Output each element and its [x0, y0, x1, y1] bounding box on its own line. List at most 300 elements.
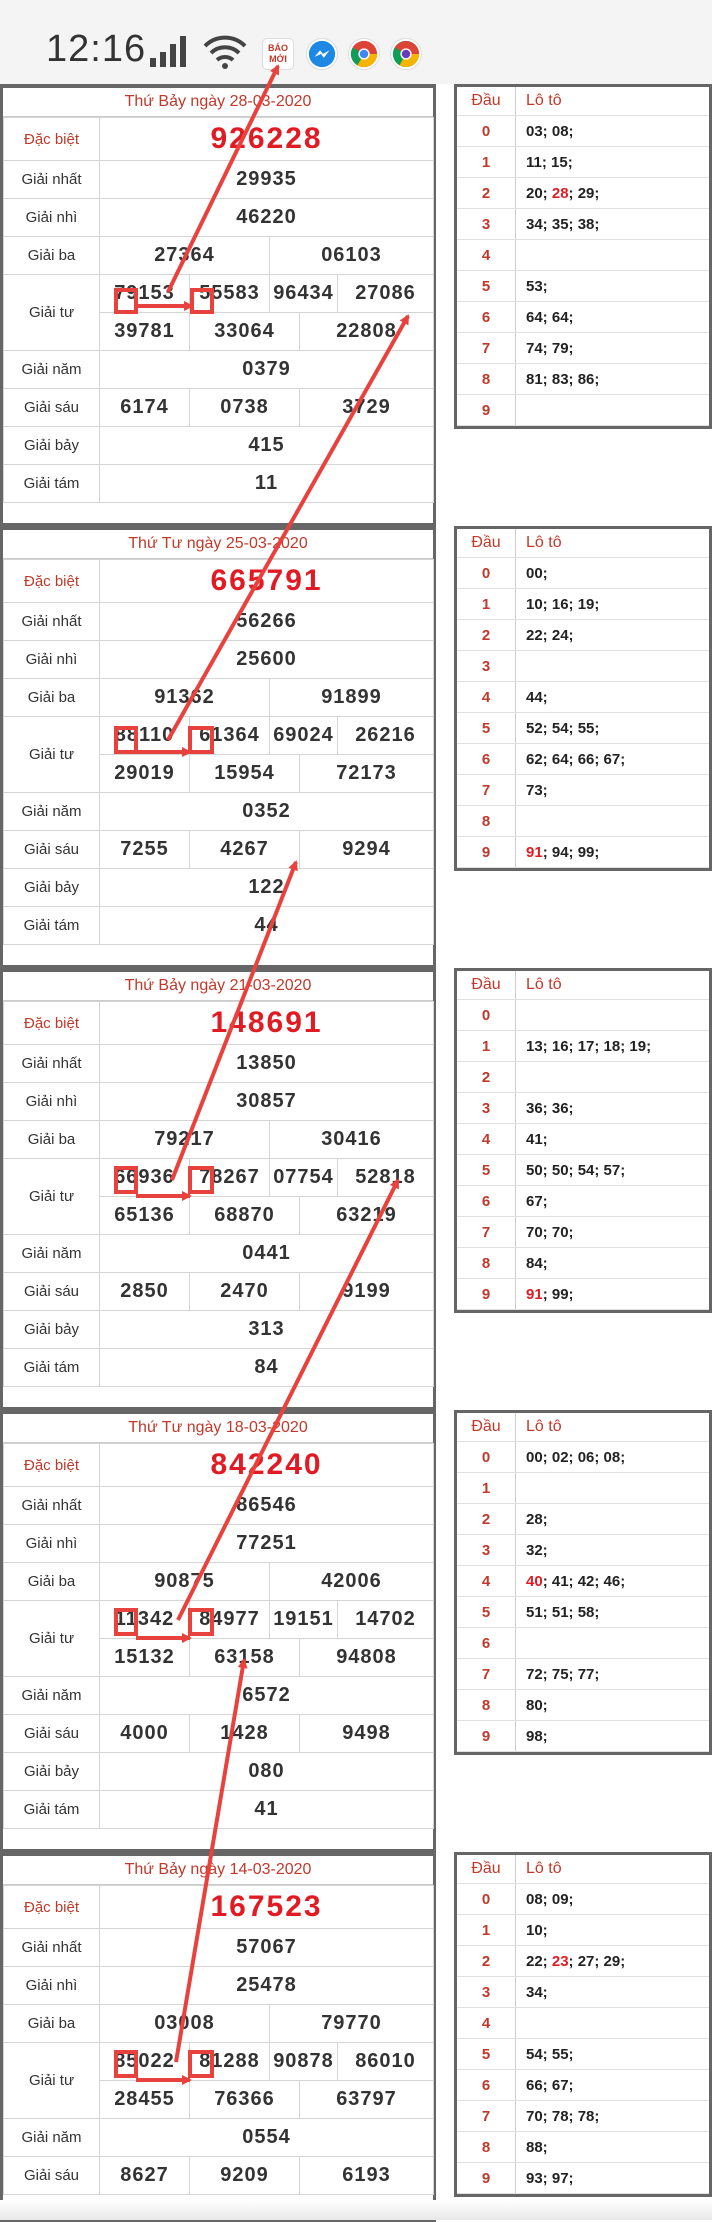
- label-third: Giải ba: [4, 1121, 100, 1159]
- loto-row: [457, 1124, 709, 1155]
- third-prize: 03008: [154, 2012, 215, 2034]
- loto-head-dau: Đầu: [457, 1413, 516, 1442]
- fourth-prize: 55583: [199, 282, 260, 304]
- fourth-prize: 11342: [114, 1608, 175, 1630]
- fifth-prize: 6572: [242, 1684, 291, 1706]
- loto-row: [457, 620, 709, 651]
- loto-dau: 4: [457, 1566, 516, 1597]
- loto-values: [516, 1279, 710, 1310]
- label-first: Giải nhất: [4, 1487, 100, 1525]
- label-sixth: Giải sáu: [4, 1715, 100, 1753]
- loto-values: [516, 209, 710, 240]
- panel-title: Thứ Bảy ngày 21-03-2020: [3, 972, 433, 1001]
- loto-dau: 2: [457, 1062, 516, 1093]
- loto-row: [457, 744, 709, 775]
- loto-head-loto: Lô tô: [516, 971, 710, 1000]
- loto-text: 36; 36;: [526, 1099, 574, 1117]
- label-fourth: Giải tư: [4, 1159, 100, 1235]
- loto-text: 10; 16; 19;: [526, 595, 600, 613]
- loto-text: 22; 24;: [526, 626, 574, 644]
- loto-head-dau: Đầu: [457, 529, 516, 558]
- sixth-prize: 9294: [342, 838, 391, 860]
- loto-dau: 5: [457, 271, 516, 302]
- third-prize: 42006: [321, 1570, 382, 1592]
- first-prize: 86546: [236, 1494, 297, 1516]
- label-fifth: Giải năm: [4, 793, 100, 831]
- loto-row: [457, 271, 709, 302]
- loto-values: [516, 1442, 710, 1473]
- loto-row: [457, 1977, 709, 2008]
- loto-text: 41;: [526, 1130, 548, 1148]
- label-first: Giải nhất: [4, 1929, 100, 1967]
- loto-head-loto: Lô tô: [516, 1413, 710, 1442]
- loto-values: [516, 1535, 710, 1566]
- loto-text: 10;: [526, 1921, 548, 1939]
- loto-row: [457, 1248, 709, 1279]
- loto-panel: [454, 968, 712, 1313]
- fourth-prize: 63797: [336, 2088, 397, 2110]
- special-prize: 167523: [210, 1890, 323, 1923]
- loto-text: 98;: [526, 1727, 548, 1745]
- loto-dau: 6: [457, 1628, 516, 1659]
- second-prize: 25600: [236, 648, 297, 670]
- fourth-prize: 15954: [214, 762, 275, 784]
- seventh-prize: 313: [248, 1318, 285, 1340]
- loto-text: 80;: [526, 1696, 548, 1714]
- loto-values: [516, 2008, 710, 2039]
- loto-row: [457, 1000, 709, 1031]
- loto-values: [516, 2163, 710, 2194]
- prize-table: [3, 117, 434, 503]
- label-fourth: Giải tư: [4, 275, 100, 351]
- label-fifth: Giải năm: [4, 351, 100, 389]
- loto-values: [516, 1659, 710, 1690]
- loto-row: [457, 1504, 709, 1535]
- fourth-prize: 68870: [214, 1204, 275, 1226]
- seventh-prize: 122: [248, 876, 285, 898]
- first-prize: 57067: [236, 1936, 297, 1958]
- loto-values: [516, 620, 710, 651]
- loto-text: 81; 83; 86;: [526, 370, 600, 388]
- label-sixth: Giải sáu: [4, 2157, 100, 2195]
- label-first: Giải nhất: [4, 161, 100, 199]
- loto-dau: 9: [457, 395, 516, 426]
- loto-row: [457, 1473, 709, 1504]
- fourth-prize: 76366: [214, 2088, 275, 2110]
- loto-values: [516, 2070, 710, 2101]
- loto-row: [457, 775, 709, 806]
- loto-values: [516, 806, 710, 837]
- label-third: Giải ba: [4, 237, 100, 275]
- fourth-prize: 88110: [114, 724, 175, 746]
- loto-row: [457, 364, 709, 395]
- panel-title: Thứ Bảy ngày 14-03-2020: [3, 1856, 433, 1885]
- chrome-alt-icon[interactable]: [390, 38, 422, 70]
- loto-dau: 0: [457, 1000, 516, 1031]
- loto-dau: 4: [457, 2008, 516, 2039]
- loto-row: [457, 302, 709, 333]
- loto-head-dau: Đầu: [457, 1855, 516, 1884]
- loto-dau: 8: [457, 364, 516, 395]
- loto-text: 66; 67;: [526, 2076, 574, 2094]
- loto-head-loto: Lô tô: [516, 87, 710, 116]
- sixth-prize: 9199: [342, 1280, 391, 1302]
- special-prize: 148691: [210, 1006, 323, 1039]
- label-second: Giải nhì: [4, 1083, 100, 1121]
- loto-head-loto: Lô tô: [516, 529, 710, 558]
- label-second: Giải nhì: [4, 1967, 100, 2005]
- fourth-prize: 81288: [199, 2050, 260, 2072]
- loto-dau: 9: [457, 2163, 516, 2194]
- loto-text: 53;: [526, 277, 548, 295]
- loto-row: [457, 147, 709, 178]
- loto-dau: 6: [457, 1186, 516, 1217]
- sixth-prize: 9498: [342, 1722, 391, 1744]
- loto-dau: 4: [457, 240, 516, 271]
- loto-row: [457, 1721, 709, 1752]
- loto-row: [457, 178, 709, 209]
- loto-values: [516, 713, 710, 744]
- special-prize: 842240: [210, 1448, 323, 1481]
- clock: 12:16: [46, 28, 147, 70]
- special-prize: 926228: [210, 122, 323, 155]
- label-second: Giải nhì: [4, 199, 100, 237]
- eighth-prize: 41: [254, 1798, 279, 1820]
- eighth-prize: 11: [254, 472, 279, 494]
- loto-dau: 1: [457, 1915, 516, 1946]
- loto-row: [457, 713, 709, 744]
- loto-row: [457, 240, 709, 271]
- loto-text: 67;: [526, 1192, 548, 1210]
- loto-dau: 2: [457, 178, 516, 209]
- loto-values: [516, 2132, 710, 2163]
- fourth-prize: 63219: [336, 1204, 397, 1226]
- loto-head-dau: Đầu: [457, 971, 516, 1000]
- loto-values: [516, 1690, 710, 1721]
- loto-text: 52; 54; 55;: [526, 719, 600, 737]
- loto-text: ; 94; 99;: [542, 843, 600, 861]
- label-third: Giải ba: [4, 1563, 100, 1601]
- sixth-prize: 9209: [220, 2164, 269, 2186]
- loto-dau: 7: [457, 333, 516, 364]
- loto-text: 00; 02; 06; 08;: [526, 1448, 626, 1466]
- chrome-icon[interactable]: [348, 38, 380, 70]
- loto-highlight: 28: [551, 184, 569, 202]
- loto-dau: 9: [457, 1279, 516, 1310]
- special-prize: 665791: [210, 564, 323, 597]
- loto-values: [516, 1217, 710, 1248]
- sixth-prize: 3729: [342, 396, 391, 418]
- loto-head-loto: Lô tô: [516, 1855, 710, 1884]
- loto-dau: 5: [457, 2039, 516, 2070]
- fifth-prize: 0379: [242, 358, 291, 380]
- second-prize: 25478: [236, 1974, 297, 1996]
- loto-highlight: 40: [526, 1572, 543, 1590]
- loto-dau: 1: [457, 1473, 516, 1504]
- fourth-prize: 22808: [336, 320, 397, 342]
- loto-dau: 3: [457, 651, 516, 682]
- prize-table: [3, 559, 434, 945]
- eighth-prize: 44: [254, 914, 279, 936]
- loto-row: [457, 333, 709, 364]
- loto-values: [516, 1093, 710, 1124]
- loto-values: [516, 271, 710, 302]
- loto-text: 70; 70;: [526, 1223, 574, 1241]
- second-prize: 77251: [236, 1532, 297, 1554]
- prize-table: [3, 1443, 434, 1829]
- sixth-prize: 1428: [220, 1722, 269, 1744]
- label-third: Giải ba: [4, 2005, 100, 2043]
- loto-text: 93; 97;: [526, 2169, 574, 2187]
- loto-values: [516, 1248, 710, 1279]
- third-prize: 06103: [321, 244, 382, 266]
- loto-dau: 6: [457, 744, 516, 775]
- third-prize: 91362: [154, 686, 215, 708]
- loto-row: [457, 209, 709, 240]
- wifi-icon: [202, 34, 248, 70]
- fifth-prize: 0352: [242, 800, 291, 822]
- fourth-prize: 27086: [355, 282, 416, 304]
- fourth-prize: 52818: [355, 1166, 416, 1188]
- label-first: Giải nhất: [4, 603, 100, 641]
- loto-values: [516, 1186, 710, 1217]
- loto-row: [457, 1031, 709, 1062]
- fourth-prize: 85022: [114, 2050, 175, 2072]
- third-prize: 79217: [154, 1128, 215, 1150]
- label-seventh: Giải bảy: [4, 869, 100, 907]
- loto-dau: 4: [457, 682, 516, 713]
- label-special: Đặc biệt: [4, 118, 100, 161]
- loto-text: 72; 75; 77;: [526, 1665, 600, 1683]
- loto-row: [457, 2008, 709, 2039]
- loto-values: [516, 333, 710, 364]
- third-prize: 30416: [321, 1128, 382, 1150]
- loto-values: [516, 1884, 710, 1915]
- loto-values: [516, 775, 710, 806]
- loto-row: [457, 1690, 709, 1721]
- loto-values: [516, 1155, 710, 1186]
- sixth-prize: 8627: [120, 2164, 169, 2186]
- loto-values: [516, 1031, 710, 1062]
- fourth-prize: 84977: [199, 1608, 260, 1630]
- label-fifth: Giải năm: [4, 1677, 100, 1715]
- label-third: Giải ba: [4, 679, 100, 717]
- loto-dau: 0: [457, 116, 516, 147]
- signal-icon: [148, 34, 188, 68]
- fourth-prize: 78267: [199, 1166, 260, 1188]
- loto-row: [457, 395, 709, 426]
- first-prize: 56266: [236, 610, 297, 632]
- fourth-prize: 63158: [214, 1646, 275, 1668]
- loto-row: [457, 558, 709, 589]
- loto-highlight: 91: [526, 1285, 543, 1303]
- loto-panel: [454, 1852, 712, 2197]
- loto-dau: 2: [457, 1946, 516, 1977]
- second-prize: 46220: [236, 206, 297, 228]
- loto-row: [457, 2039, 709, 2070]
- loto-dau: 5: [457, 1155, 516, 1186]
- loto-dau: 8: [457, 2132, 516, 2163]
- sixth-prize: 6193: [342, 2164, 391, 2186]
- loto-dau: 9: [457, 837, 516, 868]
- third-prize: 79770: [321, 2012, 382, 2034]
- loto-dau: 1: [457, 147, 516, 178]
- seventh-prize: 415: [248, 434, 285, 456]
- loto-text: 20;: [526, 184, 552, 202]
- loto-row: [457, 1597, 709, 1628]
- loto-text: 70; 78; 78;: [526, 2107, 600, 2125]
- loto-text: 54; 55;: [526, 2045, 574, 2063]
- loto-dau: 0: [457, 558, 516, 589]
- loto-values: [516, 1473, 710, 1504]
- sixth-prize: 2850: [120, 1280, 169, 1302]
- fourth-prize: 86010: [355, 2050, 416, 2072]
- messenger-icon[interactable]: [306, 38, 338, 70]
- loto-dau: 5: [457, 713, 516, 744]
- label-sixth: Giải sáu: [4, 1273, 100, 1311]
- label-eighth: Giải tám: [4, 1349, 100, 1387]
- fourth-prize: 66936: [114, 1166, 175, 1188]
- loto-text: ; 99;: [542, 1285, 574, 1303]
- loto-dau: 9: [457, 1721, 516, 1752]
- fifth-prize: 0554: [242, 2126, 291, 2148]
- label-fifth: Giải năm: [4, 1235, 100, 1273]
- second-prize: 30857: [236, 1090, 297, 1112]
- label-fourth: Giải tư: [4, 717, 100, 793]
- label-special: Đặc biệt: [4, 1002, 100, 1045]
- result-panel: [0, 526, 436, 968]
- fourth-prize: 28455: [114, 2088, 175, 2110]
- loto-text: 84;: [526, 1254, 548, 1272]
- loto-row: [457, 1093, 709, 1124]
- loto-text: 00;: [526, 564, 548, 582]
- label-seventh: Giải bảy: [4, 1311, 100, 1349]
- loto-text: 73;: [526, 781, 548, 799]
- loto-text: 64; 64;: [526, 308, 574, 326]
- prize-table: [3, 1885, 434, 2195]
- result-panel: [0, 1852, 436, 2222]
- third-prize: 27364: [154, 244, 215, 266]
- third-prize: 90875: [154, 1570, 215, 1592]
- label-eighth: Giải tám: [4, 1791, 100, 1829]
- loto-row: [457, 806, 709, 837]
- loto-head-dau: Đầu: [457, 87, 516, 116]
- loto-values: [516, 302, 710, 333]
- fourth-prize: 79153: [114, 282, 175, 304]
- sixth-prize: 6174: [120, 396, 169, 418]
- loto-row: [457, 1155, 709, 1186]
- loto-row: [457, 2163, 709, 2194]
- loto-text: 51; 51; 58;: [526, 1603, 600, 1621]
- result-panel: [0, 1410, 436, 1852]
- label-seventh: Giải bảy: [4, 427, 100, 465]
- loto-text: 44;: [526, 688, 548, 706]
- loto-row: [457, 1946, 709, 1977]
- loto-row: [457, 1628, 709, 1659]
- loto-row: [457, 1884, 709, 1915]
- loto-values: [516, 1124, 710, 1155]
- loto-values: [516, 589, 710, 620]
- seventh-prize: 080: [248, 1760, 285, 1782]
- loto-values: [516, 395, 710, 426]
- fourth-prize: 15132: [114, 1646, 175, 1668]
- label-seventh: Giải bảy: [4, 1753, 100, 1791]
- loto-text: 74; 79;: [526, 339, 574, 357]
- sixth-prize: 7255: [120, 838, 169, 860]
- loto-text: 28;: [526, 1510, 548, 1528]
- loto-values: [516, 1566, 710, 1597]
- loto-dau: 3: [457, 1535, 516, 1566]
- loto-text: 22;: [526, 1952, 552, 1970]
- sixth-prize: 4267: [220, 838, 269, 860]
- panel-title: Thứ Tư ngày 18-03-2020: [3, 1414, 433, 1443]
- fourth-prize: 69024: [273, 724, 334, 746]
- loto-text: ; 27; 29;: [568, 1952, 626, 1970]
- loto-row: [457, 2070, 709, 2101]
- loto-text: 50; 50; 54; 57;: [526, 1161, 626, 1179]
- loto-values: [516, 1915, 710, 1946]
- loto-dau: 2: [457, 620, 516, 651]
- loto-dau: 8: [457, 806, 516, 837]
- fourth-prize: 90878: [273, 2050, 334, 2072]
- prize-table: [3, 1001, 434, 1387]
- fourth-prize: 19151: [273, 1608, 334, 1630]
- loto-values: [516, 1721, 710, 1752]
- loto-row: [457, 2132, 709, 2163]
- loto-dau: 8: [457, 1248, 516, 1279]
- loto-values: [516, 558, 710, 589]
- loto-text: 13; 16; 17; 18; 19;: [526, 1037, 652, 1055]
- label-fourth: Giải tư: [4, 1601, 100, 1677]
- fourth-prize: 96434: [273, 282, 334, 304]
- fourth-prize: 29019: [114, 762, 175, 784]
- sixth-prize: 0738: [220, 396, 269, 418]
- label-sixth: Giải sáu: [4, 389, 100, 427]
- baomoi-icon[interactable]: BÁO MỚI: [262, 38, 294, 70]
- loto-values: [516, 1977, 710, 2008]
- eighth-prize: 84: [254, 1356, 279, 1378]
- bottom-edge: [0, 2200, 712, 2220]
- loto-values: [516, 651, 710, 682]
- loto-dau: 4: [457, 1124, 516, 1155]
- loto-row: [457, 651, 709, 682]
- label-special: Đặc biệt: [4, 560, 100, 603]
- loto-row: [457, 1535, 709, 1566]
- label-sixth: Giải sáu: [4, 831, 100, 869]
- label-fourth: Giải tư: [4, 2043, 100, 2119]
- fourth-prize: 39781: [114, 320, 175, 342]
- label-second: Giải nhì: [4, 1525, 100, 1563]
- loto-values: [516, 1504, 710, 1535]
- label-second: Giải nhì: [4, 641, 100, 679]
- label-eighth: Giải tám: [4, 907, 100, 945]
- panel-title: Thứ Tư ngày 25-03-2020: [3, 530, 433, 559]
- loto-row: [457, 2101, 709, 2132]
- fifth-prize: 0441: [242, 1242, 291, 1264]
- loto-text: ; 29;: [568, 184, 600, 202]
- loto-highlight: 91: [526, 843, 543, 861]
- loto-text: 34; 35; 38;: [526, 215, 600, 233]
- fourth-prize: 94808: [336, 1646, 397, 1668]
- loto-text: 03; 08;: [526, 122, 574, 140]
- loto-row: [457, 1062, 709, 1093]
- loto-dau: 1: [457, 589, 516, 620]
- loto-text: 34;: [526, 1983, 548, 2001]
- loto-values: [516, 1062, 710, 1093]
- loto-values: [516, 1946, 710, 1977]
- loto-values: [516, 1597, 710, 1628]
- fourth-prize: 33064: [214, 320, 275, 342]
